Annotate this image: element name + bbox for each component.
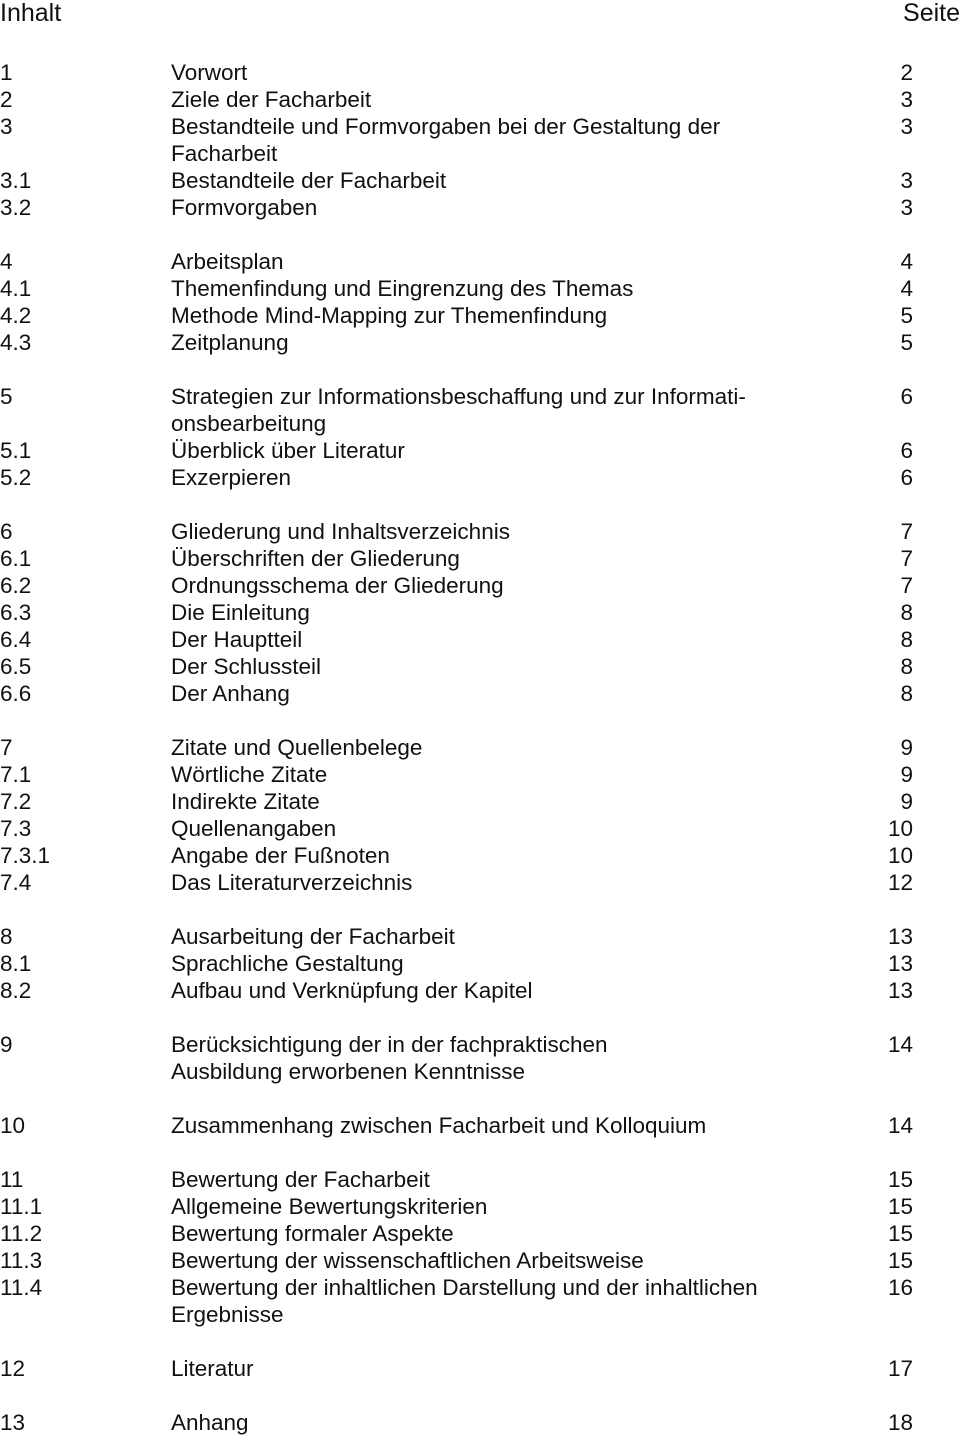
section-number: 11.3 [0,1248,43,1273]
group-spacer [0,1328,960,1355]
section-title [171,626,851,653]
toc-entry[interactable] [0,1193,960,1220]
section-number: 5 [0,384,13,409]
toc-entry[interactable] [0,464,960,491]
page-number: 15 [887,1194,913,1219]
section-title [171,113,851,167]
section-title [171,59,851,86]
toc-entry[interactable] [0,734,960,761]
toc-entry[interactable] [0,626,960,653]
section-title-line: Überschriften der Gliederung [171,546,460,571]
section-title [171,437,851,464]
toc-entry[interactable] [0,950,960,977]
page-number: 6 [900,384,913,409]
page-number: 6 [900,465,913,490]
section-title-line: Bestandteile und Formvorgaben bei der Gestaltung der [171,114,721,139]
section-title-line: Methode Mind-Mapping zur Themenfindung [171,303,608,328]
section-title [171,383,851,437]
toc-entry[interactable] [0,545,960,572]
section-title [171,1112,851,1139]
section-title [171,545,851,572]
toc-entry[interactable] [0,842,960,869]
section-number: 8.1 [0,951,32,976]
page-number: 4 [900,276,913,301]
section-title [171,788,851,815]
toc-entry[interactable] [0,1112,960,1139]
page-number: 10 [887,843,913,868]
section-number: 6.6 [0,681,32,706]
page-number: 3 [900,114,913,139]
section-title [171,464,851,491]
page-number: 15 [887,1248,913,1273]
section-title [171,194,851,221]
section-number: 3.1 [0,168,32,193]
section-title-line: Literatur [171,1356,254,1381]
page-number: 8 [900,600,913,625]
section-title-line: Anhang [171,1410,249,1435]
section-title [171,275,851,302]
page-number: 6 [900,438,913,463]
section-title-line: Aufbau und Verknüpfung der Kapitel [171,978,533,1003]
section-title-line: onsbearbeitung [171,411,327,436]
toc-entry[interactable] [0,572,960,599]
section-title [171,1247,851,1274]
section-title [171,761,851,788]
section-title [171,1409,851,1436]
section-title [171,1220,851,1247]
table-of-contents [0,59,960,1436]
section-title-line: Das Literaturverzeichnis [171,870,413,895]
toc-entry[interactable] [0,1166,960,1193]
section-title-line: Arbeitsplan [171,249,284,274]
section-title [171,680,851,707]
section-title-line: Strategien zur Informationsbeschaffung und zur Informati- [171,384,746,409]
section-title [171,734,851,761]
toc-entry[interactable] [0,680,960,707]
section-number: 7 [0,735,13,760]
section-title [171,1031,851,1085]
group-spacer [0,1004,960,1031]
section-number: 11.1 [0,1194,43,1219]
section-title-line: Bewertung formaler Aspekte [171,1221,454,1246]
section-title [171,842,851,869]
section-title [171,815,851,842]
toc-entry[interactable] [0,1031,960,1085]
page-number: 15 [887,1221,913,1246]
page-number: 7 [900,546,913,571]
toc-entry[interactable] [0,275,960,302]
section-title-line: Zusammenhang zwischen Facharbeit und Kolloquium [171,1113,707,1138]
section-title-line: Gliederung und Inhaltsverzeichnis [171,519,510,544]
page-column-heading: Seite [903,0,960,27]
page-number: 3 [900,195,913,220]
section-title-line: Angabe der Fußnoten [171,843,390,868]
section-title [171,86,851,113]
page-number: 2 [900,60,913,85]
section-title-line: Formvorgaben [171,195,318,220]
toc-entry[interactable] [0,1247,960,1274]
toc-entry[interactable] [0,923,960,950]
page-number: 13 [887,924,913,949]
toc-entry[interactable] [0,1409,960,1436]
section-title-line: Vorwort [171,60,248,85]
section-title-line: Ergebnisse [171,1302,284,1327]
section-title-line: Quellenangaben [171,816,337,841]
toc-entry[interactable] [0,86,960,113]
page-number: 3 [900,168,913,193]
section-number: 12 [0,1356,26,1381]
section-number: 4.3 [0,330,32,355]
section-number: 8 [0,924,13,949]
page-number: 9 [900,762,913,787]
section-title [171,572,851,599]
section-title [171,248,851,275]
section-title-line: Sprachliche Gestaltung [171,951,404,976]
section-number: 4 [0,249,13,274]
section-number: 6.3 [0,600,32,625]
section-title-line: Der Hauptteil [171,627,303,652]
section-number: 13 [0,1410,26,1435]
section-number: 6.2 [0,573,32,598]
section-number: 3.2 [0,195,32,220]
page-number: 7 [900,573,913,598]
page-number: 14 [887,1113,913,1138]
section-number: 5.2 [0,465,32,490]
section-title-line: Wörtliche Zitate [171,762,328,787]
section-title-line: Facharbeit [171,141,278,166]
toc-heading: Inhalt [0,0,62,27]
section-title [171,329,851,356]
section-number: 10 [0,1113,26,1138]
section-title [171,869,851,896]
section-title-line: Die Einleitung [171,600,310,625]
section-title-line: Bewertung der wissenschaftlichen Arbeitsweise [171,1248,644,1273]
section-title-line: Bewertung der inhaltlichen Darstellung und der inhaltlichen [171,1275,758,1300]
section-title-line: Ziele der Facharbeit [171,87,372,112]
section-title [171,977,851,1004]
section-title-line: Bestandteile der Facharbeit [171,168,447,193]
toc-entry[interactable] [0,1274,960,1328]
section-number: 6.1 [0,546,32,571]
section-title [171,167,851,194]
page-number: 16 [887,1275,913,1300]
page-number: 5 [900,303,913,328]
group-spacer [0,221,960,248]
toc-entry[interactable] [0,194,960,221]
section-title-line: Bewertung der Facharbeit [171,1167,430,1192]
toc-entry[interactable] [0,599,960,626]
page-number: 15 [887,1167,913,1192]
section-title [171,653,851,680]
section-title-line: Exzerpieren [171,465,292,490]
page-number: 18 [887,1410,913,1435]
page-number: 9 [900,789,913,814]
toc-entry[interactable] [0,815,960,842]
page-number: 13 [887,951,913,976]
toc-entry[interactable] [0,59,960,86]
section-number: 7.3 [0,816,32,841]
section-number: 5.1 [0,438,32,463]
toc-entry[interactable] [0,113,960,167]
section-title-line: Zitate und Quellenbelege [171,735,423,760]
section-title [171,1166,851,1193]
section-number: 7.1 [0,762,32,787]
page-number: 3 [900,87,913,112]
section-number: 7.2 [0,789,32,814]
section-title-line: Überblick über Literatur [171,438,405,463]
section-title-line: Zeitplanung [171,330,289,355]
toc-entry[interactable] [0,1220,960,1247]
section-title [171,923,851,950]
toc-entry[interactable] [0,977,960,1004]
page-number: 12 [887,870,913,895]
section-title-line: Indirekte Zitate [171,789,320,814]
page-number: 4 [900,249,913,274]
page-number: 14 [887,1032,913,1057]
page-number: 8 [900,681,913,706]
toc-entry[interactable] [0,248,960,275]
section-title [171,950,851,977]
section-number: 6 [0,519,13,544]
toc-entry[interactable] [0,518,960,545]
page-number: 8 [900,627,913,652]
section-title-line: Ausarbeitung der Facharbeit [171,924,455,949]
section-number: 11.4 [0,1275,43,1300]
section-title-line: Der Anhang [171,681,290,706]
section-title-line: Berücksichtigung der in der fachpraktischen [171,1032,608,1057]
section-number: 4.2 [0,303,32,328]
section-title [171,599,851,626]
toc-entry[interactable] [0,869,960,896]
section-number: 3 [0,114,13,139]
toc-entry[interactable] [0,302,960,329]
section-title [171,1355,851,1382]
group-spacer [0,1382,960,1409]
section-title [171,518,851,545]
toc-entry[interactable] [0,329,960,356]
section-title [171,302,851,329]
section-number: 7.4 [0,870,32,895]
group-spacer [0,707,960,734]
page-number: 8 [900,654,913,679]
section-title-line: Allgemeine Bewertungskriterien [171,1194,488,1219]
toc-entry[interactable] [0,1355,960,1382]
page-number: 5 [900,330,913,355]
toc-entry[interactable] [0,761,960,788]
section-number: 11.2 [0,1221,43,1246]
group-spacer [0,1139,960,1166]
section-title [171,1274,851,1328]
page-number: 13 [887,978,913,1003]
page-number: 9 [900,735,913,760]
section-number: 4.1 [0,276,32,301]
toc-entry[interactable] [0,788,960,815]
section-title [171,1193,851,1220]
group-spacer [0,1085,960,1112]
page-number: 17 [887,1356,913,1381]
section-number: 7.3.1 [0,843,51,868]
toc-entry[interactable] [0,653,960,680]
toc-entry[interactable] [0,167,960,194]
section-title-line: Ausbildung erworbenen Kenntnisse [171,1059,525,1084]
section-number: 2 [0,87,13,112]
group-spacer [0,896,960,923]
section-title-line: Themenfindung und Eingrenzung des Themas [171,276,634,301]
section-title-line: Ordnungsschema der Gliederung [171,573,504,598]
section-number: 8.2 [0,978,32,1003]
toc-entry[interactable] [0,383,960,437]
page-number: 10 [887,816,913,841]
group-spacer [0,356,960,383]
section-number: 1 [0,60,13,85]
section-number: 6.4 [0,627,32,652]
section-title-line: Der Schlussteil [171,654,322,679]
toc-entry[interactable] [0,437,960,464]
section-number: 9 [0,1032,13,1057]
group-spacer [0,491,960,518]
page-number: 7 [900,519,913,544]
section-number: 11 [0,1167,24,1192]
section-number: 6.5 [0,654,32,679]
